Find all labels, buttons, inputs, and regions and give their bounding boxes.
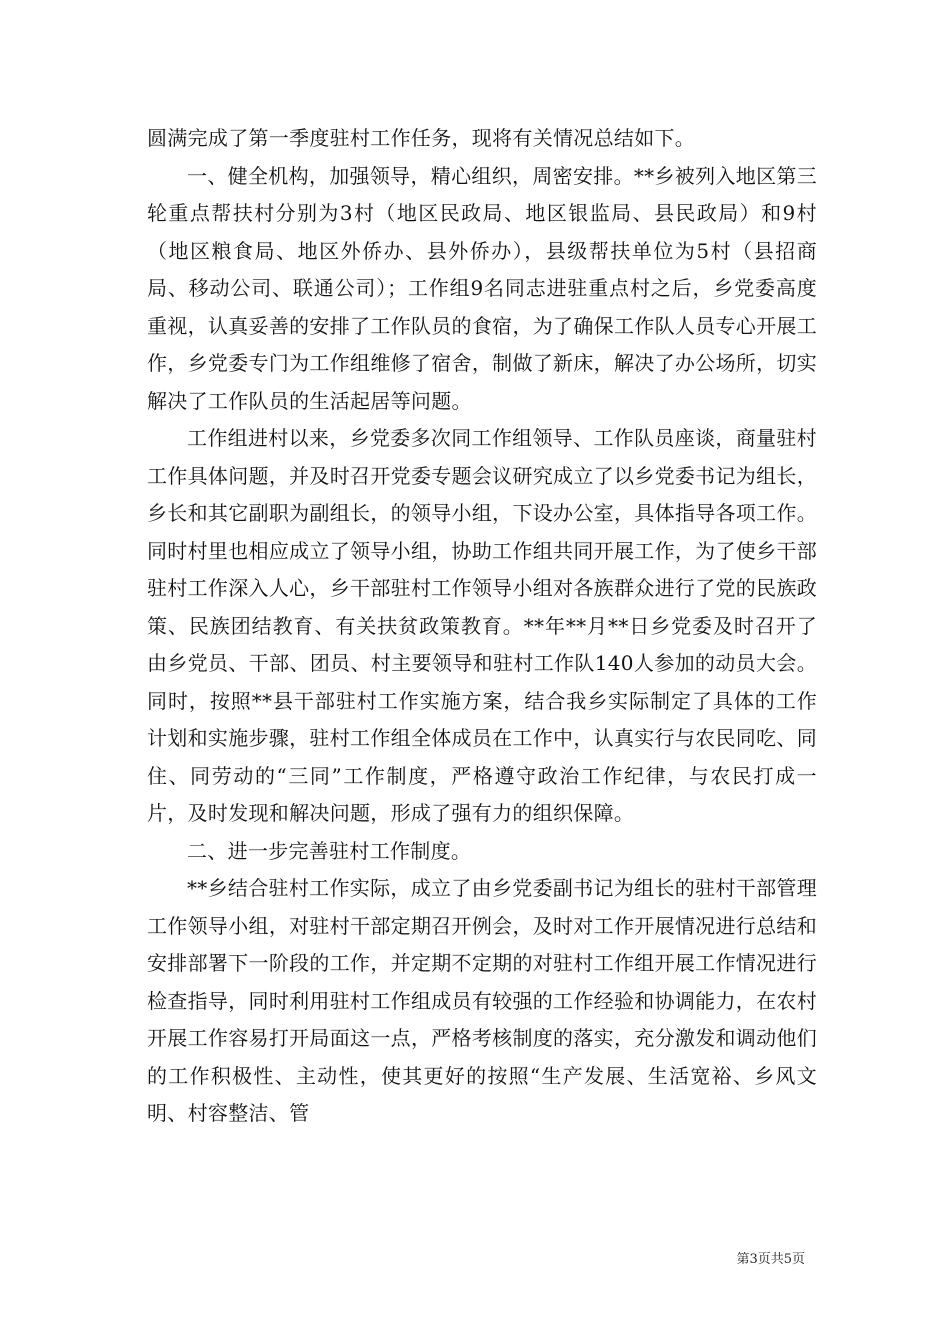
paragraph-section-two: **乡结合驻村工作实际，成立了由乡党委副书记为组长的驻村干部管理工作领导小组，对驻村干部定期召开例会，及时对工作开展情况进行总结和安排部署下一阶段的工作，并定期不定期的对驻村工作组开展工作情况进行检查指导，同时利用驻村工作组成员有较强的工作经验和协调能力，在农村开展工作容易打开局面这一点，严格考核制度的落实，充分激发和调动他们的工作积极性、主动性，使其更好的按照“生产发展、生活宽裕、乡风文明、村容整洁、管	[147, 876, 817, 1125]
paragraph-section-one: 一、健全机构，加强领导，精心组织，周密安排。**乡被列入地区第三轮重点帮扶村分别为3村（地区民政局、地区银监局、县民政局）和9村（地区粮食局、地区外侨办、县外侨办），县级帮扶单位为5村（县招商局、移动公司、联通公司）；工作组9名同志进驻重点村之后，乡党委高度重视，认真妥善的安排了工作队员的食宿，为了确保工作队人员专心开展工作，乡党委专门为工作组维修了宿舍，制做了新床，解决了办公场所，切实解决了工作队员的生活起居等问题。	[147, 163, 817, 413]
document-body	[147, 120, 817, 1133]
paragraph-intro-continuation: 圆满完成了第一季度驻村工作任务，现将有关情况总结如下。	[147, 126, 696, 150]
paragraph-work-group: 工作组进村以来，乡党委多次同工作组领导、工作队员座谈，商量驻村工作具体问题，并及时召开党委专题会议研究成立了以乡党委书记为组长，乡长和其它副职为副组长，的领导小组，下设办公室，具体指导各项工作。同时村里也相应成立了领导小组，协助工作组共同开展工作，为了使乡干部驻村工作深入人心，乡干部驻村工作领导小组对各族群众进行了党的民族政策、民族团结教育、有关扶贫政策教育。**年**月**日乡党委及时召开了由乡党员、干部、团员、村主要领导和驻村工作队140人参加的动员大会。同时，按照**县干部驻村工作实施方案，结合我乡实际制定了具体的工作计划和实施步骤，驻村工作组全体成员在工作中，认真实行与农民同吃、同住、同劳动的“三同”工作制度，严格遵守政治工作纪律，与农民打成一片，及时发现和解决问题，形成了强有力的组织保障。	[147, 426, 817, 825]
section-heading-two: 二、进一步完善驻村工作制度。	[187, 838, 472, 863]
page-number-footer: 第3页共5页	[736, 1252, 805, 1267]
